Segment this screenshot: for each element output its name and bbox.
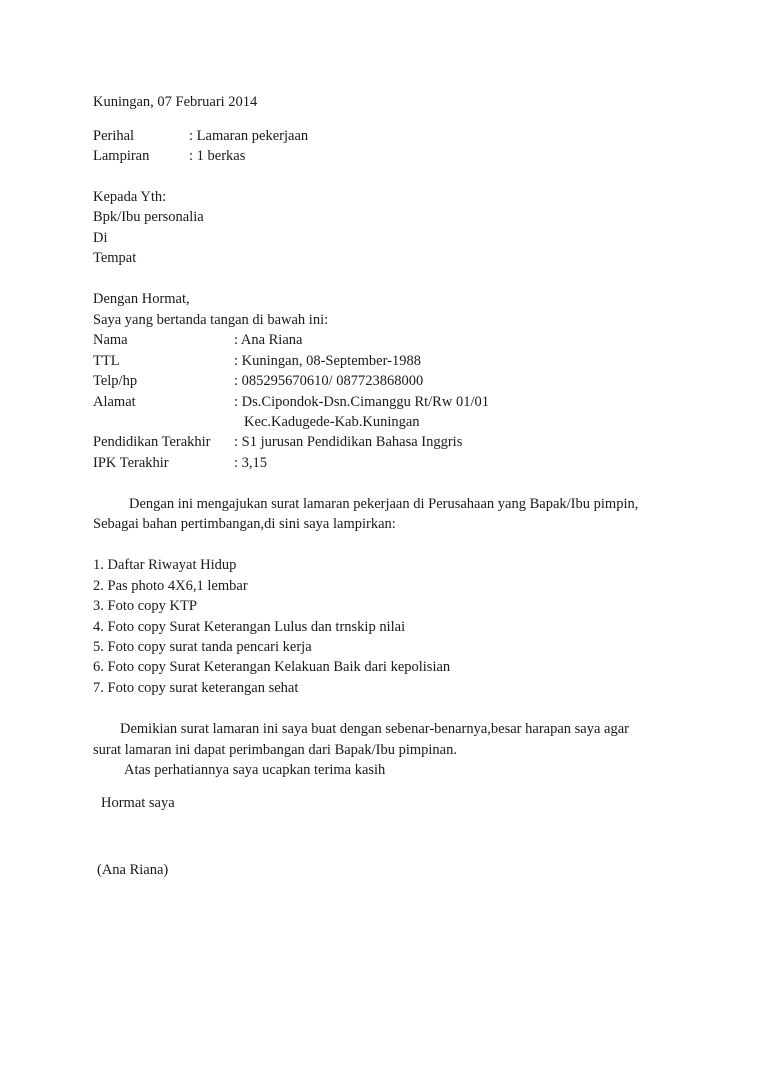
pendidikan-label: Pendidikan Terakhir: [93, 434, 211, 450]
signature-name: (Ana Riana): [97, 862, 169, 878]
closing-thanks-line: Atas perhatiannya saya ucapkan terima kasih: [124, 762, 386, 778]
sign-off: Hormat saya: [101, 795, 175, 811]
salutation: Dengan Hormat,: [93, 291, 190, 307]
intro-line: Saya yang bertanda tangan di bawah ini:: [93, 312, 329, 328]
attachment-item: 2. Pas photo 4X6,1 lembar: [93, 578, 248, 594]
attachment-item: 6. Foto copy Surat Keterangan Kelakuan Baik dari kepolisian: [93, 659, 451, 675]
alamat-value-continued: Kec.Kadugede-Kab.Kuningan: [244, 414, 420, 430]
recipient-line: Kepada Yth:: [93, 189, 167, 205]
recipient-line: Bpk/Ibu personalia: [93, 209, 204, 225]
closing-paragraph-line: Demikian surat lamaran ini saya buat dengan sebenar-benarnya,besar harapan saya agar: [120, 721, 629, 737]
pendidikan-value: : S1 jurusan Pendidikan Bahasa Inggris: [234, 434, 463, 450]
lampiran-label: Lampiran: [93, 148, 150, 164]
attachment-item: 1. Daftar Riwayat Hidup: [93, 557, 237, 573]
ipk-value: : 3,15: [234, 455, 268, 471]
lampiran-value: : 1 berkas: [189, 148, 246, 164]
telp-value: : 085295670610/ 087723868000: [234, 373, 424, 389]
body-paragraph-line: Sebagai bahan pertimbangan,di sini saya lampirkan:: [93, 516, 396, 532]
ipk-label: IPK Terakhir: [93, 455, 169, 471]
body-paragraph-line: Dengan ini mengajukan surat lamaran pekerjaan di Perusahaan yang Bapak/Ibu pimpin,: [129, 496, 639, 512]
ttl-label: TTL: [93, 353, 120, 369]
recipient-line: Tempat: [93, 250, 137, 266]
alamat-label: Alamat: [93, 394, 136, 410]
telp-label: Telp/hp: [93, 373, 138, 389]
perihal-value: : Lamaran pekerjaan: [189, 128, 309, 144]
attachment-item: 7. Foto copy surat keterangan sehat: [93, 680, 299, 696]
nama-label: Nama: [93, 332, 128, 348]
attachment-item: 3. Foto copy KTP: [93, 598, 197, 614]
ttl-value: : Kuningan, 08-September-1988: [234, 353, 421, 369]
alamat-value: : Ds.Cipondok-Dsn.Cimanggu Rt/Rw 01/01: [234, 394, 489, 410]
place-date: Kuningan, 07 Februari 2014: [93, 94, 258, 110]
perihal-label: Perihal: [93, 128, 135, 144]
attachment-item: 4. Foto copy Surat Keterangan Lulus dan trnskip nilai: [93, 619, 406, 635]
recipient-line: Di: [93, 230, 108, 246]
nama-value: : Ana Riana: [234, 332, 303, 348]
closing-paragraph-line: surat lamaran ini dapat perimbangan dari Bapak/Ibu pimpinan.: [93, 742, 457, 758]
attachment-item: 5. Foto copy surat tanda pencari kerja: [93, 639, 312, 655]
